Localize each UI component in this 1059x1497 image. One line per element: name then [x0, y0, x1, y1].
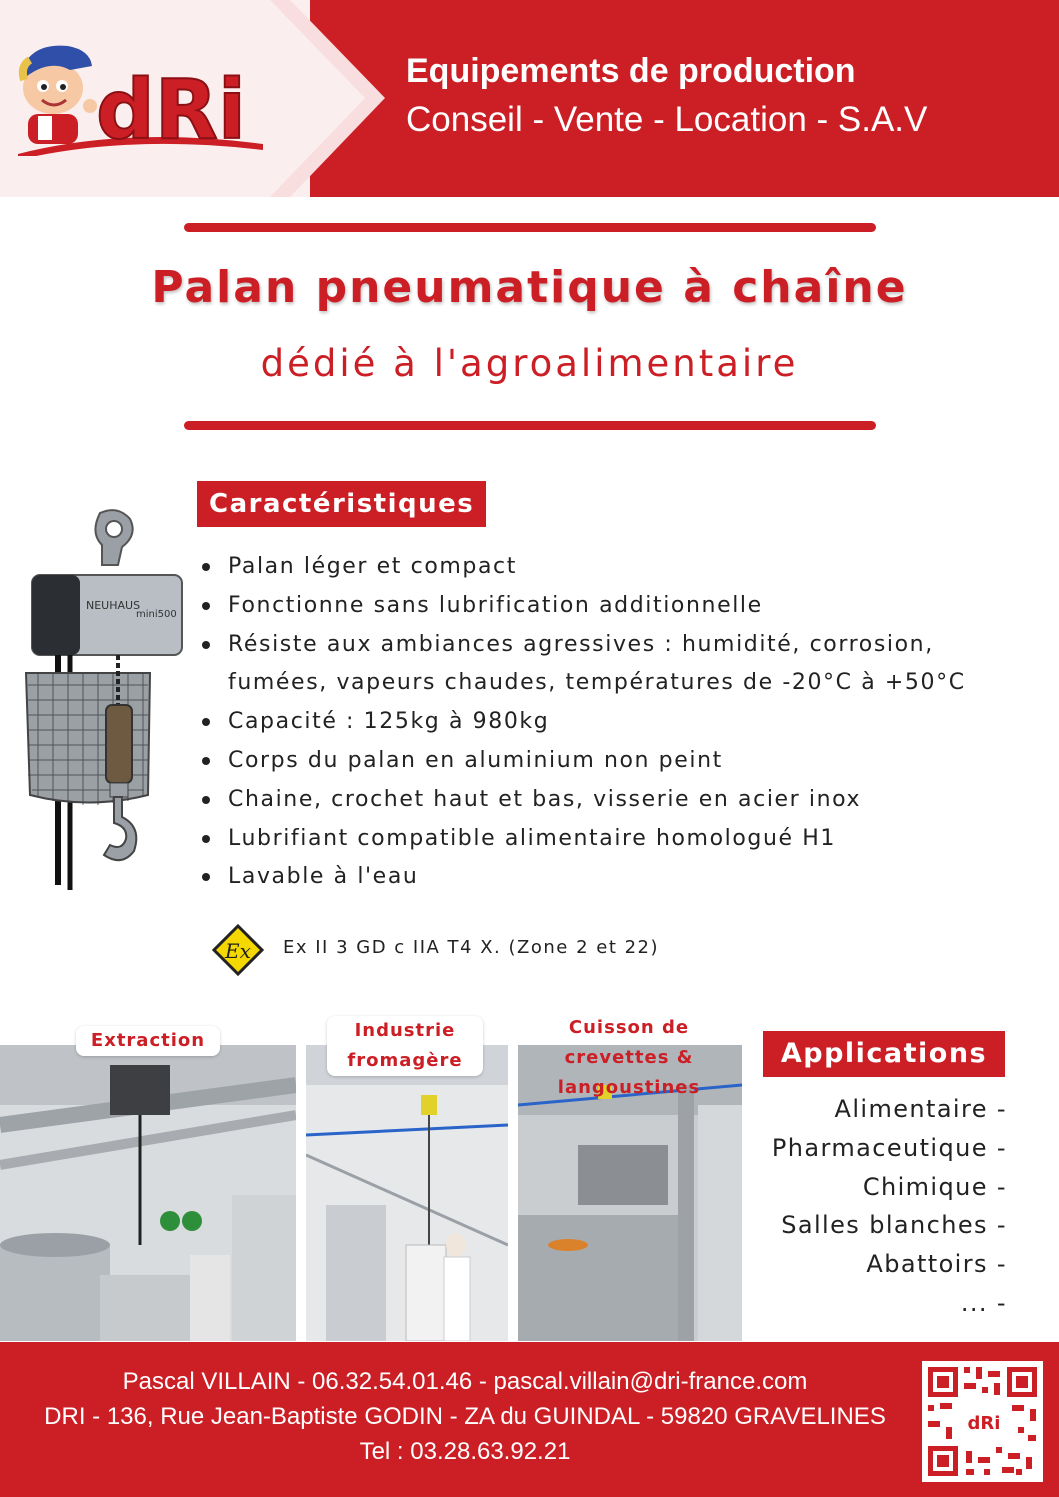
atex-text: Ex II 3 GD c IIA T4 X. (Zone 2 et 22)	[283, 937, 660, 958]
applications-heading: Applications	[763, 1031, 1005, 1077]
qr-logo-text: dRi	[967, 1413, 1001, 1434]
list-item: Palan léger et compact	[200, 548, 1040, 587]
photo-fromagere	[306, 1045, 508, 1341]
hoist-model-label: mini500	[136, 609, 177, 620]
footer-address: DRI - 136, Rue Jean-Baptiste GODIN - ZA du GUINDAL - 59820 GRAVELINES	[44, 1403, 886, 1430]
list-item: Capacité : 125kg à 980kg	[200, 703, 1040, 742]
title-rule-bottom	[184, 421, 876, 430]
page-title: Palan pneumatique à chaîne	[151, 262, 908, 313]
photo-extraction	[0, 1045, 296, 1341]
list-item: Lubrifiant compatible alimentaire homologué H1	[200, 820, 1040, 859]
list-item: Résiste aux ambiances agressives : humidité, corrosion, fumées, vapeurs chaudes, températures de -20°C à +50°C	[200, 626, 1040, 704]
list-item: ... -	[960, 1288, 1007, 1317]
footer-contact: Pascal VILLAIN - 06.32.54.01.46 - pascal.villain@dri-france.com	[122, 1368, 808, 1395]
list-item: Chimique -	[862, 1172, 1007, 1201]
list-item: Alimentaire -	[834, 1095, 1007, 1123]
characteristics-list	[200, 548, 1040, 897]
mascot-icon	[20, 46, 97, 144]
applications-list	[772, 1090, 1007, 1323]
brand-text: dRi	[96, 63, 246, 156]
list-item: Corps du palan en aluminium non peint	[200, 742, 1040, 781]
header-title: Equipements de production	[406, 52, 856, 90]
characteristics-heading: Caractéristiques	[197, 481, 486, 527]
footer-tel: Tel : 03.28.63.92.21	[359, 1438, 571, 1465]
hoist-brand-label: NEUHAUS	[86, 599, 141, 612]
dri-logo	[8, 36, 268, 156]
list-item: Chaine, crochet haut et bas, visserie en acier inox	[200, 781, 1040, 820]
list-item: Fonctionne sans lubrification additionnelle	[200, 587, 1040, 626]
list-item: Lavable à l'eau	[200, 858, 1040, 897]
list-item: Salles blanches -	[781, 1211, 1007, 1240]
hoist-image	[18, 505, 188, 895]
title-rule-top	[184, 223, 876, 232]
photo-caption-extraction: Extraction	[76, 1026, 220, 1056]
photo-caption-fromagere: Industrie fromagère	[327, 1016, 483, 1076]
atex-ex-icon	[212, 924, 264, 976]
qr-code-icon[interactable]	[922, 1361, 1043, 1482]
header-subtitle: Conseil - Vente - Location - S.A.V	[406, 100, 928, 139]
list-item: Pharmaceutique -	[771, 1133, 1007, 1162]
atex-symbol: Ex	[225, 939, 251, 963]
list-item: Abattoirs -	[866, 1250, 1007, 1279]
photo-caption-crevettes: Cuisson de crevettes & langoustines	[557, 1017, 701, 1098]
page-subtitle: dédié à l'agroalimentaire	[260, 342, 799, 385]
